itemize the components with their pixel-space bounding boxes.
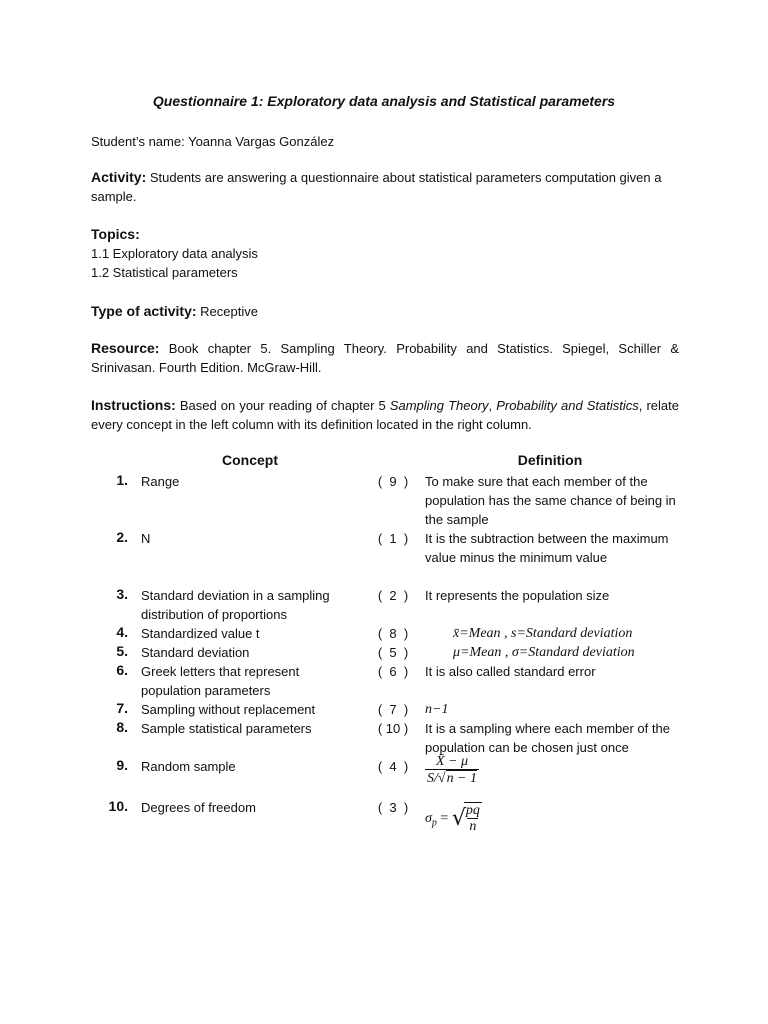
row-number: 8. <box>116 719 128 735</box>
resource-text: Book chapter 5. Sampling Theory. Probability and Statistics. Spiegel, Schiller & Srinivasan. Fourth Edition. McGraw-Hill. <box>91 341 679 375</box>
concept-cell: Random sample <box>141 759 236 774</box>
fraction-denominator <box>425 769 479 787</box>
sqrt-icon: √ <box>451 806 466 831</box>
fraction <box>425 754 479 787</box>
topics-section <box>91 225 679 282</box>
answer-cell: ( 2 ) <box>377 588 409 603</box>
concept-cell: Degrees of freedom <box>141 800 256 815</box>
instructions-text: , <box>488 398 497 413</box>
instructions-text: Based on your reading of chapter 5 <box>175 398 390 413</box>
row-number: 9. <box>116 757 128 773</box>
resource-label: Resource: <box>91 340 160 356</box>
row-number: 2. <box>116 529 128 545</box>
definition-cell: It represents the population size <box>425 588 610 603</box>
definition-formula-sigma <box>425 802 687 835</box>
concept-cell: N <box>141 531 151 546</box>
concept-cell: Standardized value t <box>141 626 260 641</box>
instructions-text: , relate every concept in the left column with its definition located in the right column. <box>91 398 679 432</box>
concept-cell: Standard deviation in a sampling distribution of proportions <box>141 588 330 622</box>
type-of-activity <box>91 302 679 321</box>
answer-cell: ( 5 ) <box>377 645 409 660</box>
sigma-subscript: p <box>431 817 437 829</box>
topic-item: 1.2 Statistical parameters <box>91 265 238 280</box>
answer-cell: ( 6 ) <box>377 664 409 679</box>
row-number: 10. <box>108 798 128 814</box>
sigma-symbol: σ <box>425 810 432 826</box>
definition-cell: It is the subtraction between the maximum value minus the minimum value <box>425 531 669 565</box>
answer-cell: ( 4 ) <box>377 759 409 774</box>
answer-cell: ( 8 ) <box>377 626 409 641</box>
document-title: Questionnaire 1: Exploratory data analysis and Statistical parameters <box>152 93 616 109</box>
definition-formula-t <box>425 754 687 787</box>
concept-cell: Sampling without replacement <box>141 702 316 717</box>
fraction-denominator: n <box>469 819 477 834</box>
type-label: Type of activity: <box>91 303 197 319</box>
activity-text: Students are answering a questionnaire about statistical parameters computation given a sample. <box>91 170 662 204</box>
answer-cell: ( 7 ) <box>377 702 409 717</box>
concept-cell: Sample statistical parameters <box>141 721 312 736</box>
activity-paragraph <box>91 168 679 206</box>
topics-label: Topics: <box>91 226 140 242</box>
row-number: 5. <box>116 643 128 659</box>
answer-cell: ( 3 ) <box>377 800 409 815</box>
definition-cell: It is a sampling where each member of the population can be chosen just once <box>425 721 670 755</box>
fraction-numerator: pq <box>465 803 480 818</box>
row-number: 7. <box>116 700 128 716</box>
row-number: 1. <box>116 472 128 488</box>
concept-cell: Greek letters that represent population parameters <box>141 664 300 698</box>
instructions-italic: Sampling Theory <box>389 398 489 413</box>
concept-cell: Range <box>141 474 180 489</box>
topic-item: 1.1 Exploratory data analysis <box>91 246 258 261</box>
sqrt-radicand: n − 1 <box>446 771 478 786</box>
answer-cell: ( 9 ) <box>377 474 409 489</box>
student-name: Student’s name: Yoanna Vargas González <box>91 134 335 149</box>
instructions-italic: Probability and Statistics <box>496 398 639 413</box>
row-number: 3. <box>116 586 128 602</box>
answer-cell: ( 1 ) <box>377 531 409 546</box>
definition-cell: x̄=Mean , s=Standard deviation <box>453 626 633 641</box>
answer-cell: ( 10 ) <box>377 721 409 736</box>
sqrt-icon: √ <box>437 771 446 786</box>
equals-sign: = <box>436 810 452 826</box>
definition-cell: To make sure that each member of the population has the same chance of being in the sample <box>425 474 676 527</box>
activity-label: Activity: <box>91 169 147 185</box>
fraction-numerator: X̄ − μ <box>436 754 469 769</box>
instructions-paragraph <box>91 396 679 434</box>
definition-cell: It is also called standard error <box>425 664 596 679</box>
instructions-label: Instructions: <box>91 397 176 413</box>
fraction <box>464 802 482 835</box>
concept-cell: Standard deviation <box>141 645 250 660</box>
denominator-prefix: S/ <box>427 771 438 786</box>
row-number: 6. <box>116 662 128 678</box>
row-number: 4. <box>116 624 128 640</box>
resource-paragraph <box>91 339 679 377</box>
type-text: Receptive <box>196 304 258 319</box>
concept-header: Concept <box>222 452 278 468</box>
definition-cell: μ=Mean , σ=Standard deviation <box>453 645 635 660</box>
definition-header: Definition <box>517 452 583 468</box>
definition-cell: n−1 <box>425 702 449 717</box>
